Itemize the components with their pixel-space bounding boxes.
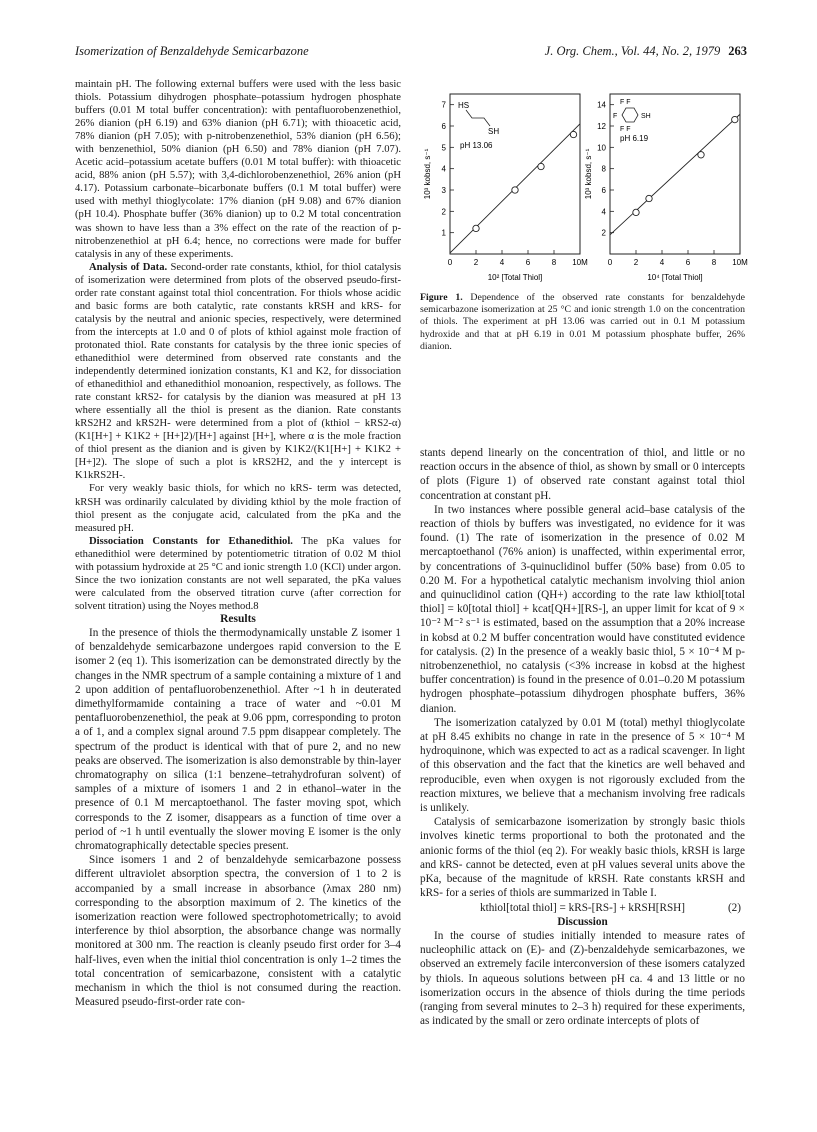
- paragraph: In two instances where possible general acid–base catalysis of the reaction of thiols by buffers was investigated, no evidence for it was found. (1) The rate of isomerization in the presence of 0.02 M mercaptoethanol (76% anion) is unaffected, within experimental error, by concentrations of 3-quinuclidinol buffer (50% base) from 0.05 to 0.20 M. For a hypothetical catalytic mechanism involving thiol anion and quinuclidinol cation (QH+) according to the rate law kthiol[total thiol] = k0[total thiol] + kcat[QH+][RS-], an upper limit for kcat of 9 × 10⁻² M⁻² s⁻¹ is estimated, based on the assumption that a 20% increase in kobsd at 0.2 M buffer concentration would have constituted evidence for catalysis. (2) In the presence of a weakly basic thiol, 5 × 10⁻⁴ M p-nitrobenzenethiol, no catalysis (<3% increase in kobsd at the highest buffer concentration) is found in the presence of 0.01–0.20 M potassium hydrogen phosphate–potassium dihydrogen phosphate buffers, 36% dianion.: [420, 503, 745, 715]
- x-tick-label: 6: [525, 258, 531, 267]
- ethanedithiol-structure-icon: [466, 110, 490, 126]
- panel-a-inset-label-2: SH: [488, 127, 500, 136]
- panel-b-inset-label-2: F F: [620, 126, 631, 133]
- data-point: [473, 225, 479, 231]
- figure-1-caption: [420, 292, 745, 353]
- paragraph-text: Second-order rate constants, kthiol, for thiol catalysis of isomerization were determined from plots of the observed pseudo-first-order rate constant against total thiol concentration. For thiols whose acidic and basic forms are both catalytic, rate constants kRSH and kRS- for catalysis by the neutral and anionic species, respectively, were determined from the intercepts at 1.0 and 0 of plots of kthiol against mole fraction of protonated thiol. Rate constants for catalysis by the three ionic species of ethanedithiol were determined from observed rate constants and the independently determined ionization constants, K1 and K2, for dissociation of ethanedithiol and ethanedithiol monoanion, respectively, as follows. The rate constant kRS2- for catalysis by the dianion was measured at pH 13 where essentially all the thiol is present as the dianion. Rate constants kRS2H2 and kRS2H- were determined from a plot of (kthiol − kRS2-α)(K1[H+] + K1K2 + [H+]2)/[H+] against [H+], where α is the mole fraction of thiol present as the dianion and is given by K1K2/(K1[H+] + K1K2 + [H+]2). The slope of such a plot is kRS2H2, and the y intercept is K1kRS2H-.: [75, 261, 402, 482]
- equation-2: [420, 901, 745, 915]
- y-tick-label: 10: [597, 143, 606, 153]
- journal-name: J. Org. Chem., Vol. 44, No. 2, 1979: [544, 44, 721, 58]
- y-tick-label: 2: [601, 228, 606, 238]
- paragraph-analysis: [75, 261, 401, 483]
- data-point: [570, 131, 576, 137]
- y-tick-label: 4: [441, 164, 446, 174]
- x-tick-label: 10M: [732, 258, 748, 267]
- panel-b-y-ticks: [597, 101, 614, 238]
- y-tick-label: 14: [597, 100, 606, 110]
- paragraph: In the presence of thiols the thermodynamically unstable Z isomer 1 of benzaldehyde semicarbazone undergoes rapid conversion to the E isomer 2 (eq 1). This isomerization can be demonstrated directly by the changes in the NMR spectrum of a sample containing a mixture of 1 and 2 upon addition of pentafluorobenzenethiol. After ~1 h in deuterated dimethylformamide containing a trace of water and ~0.01 M pentafluorobenzenethiol, the peak at 9.06 ppm, corresponding to proton a of 1, and a complex signal around 7.5 ppm disappear completely. The spectrum of the product is identical with that of pure 2, and no new peaks are observed. The isomerization is also demonstrable by thin-layer chromatography on silica (1:1 benzene–tetrahydrofuran solvent) of samples of a mixture of isomers 1 and 2 in ethanol–water in the presence of 0.1 M mercaptoethanol. The faster moving spot, which corresponds to the Z isomer, disappears as a function of time over a period of ~1 h until eventually the slower moving E isomer is the only chromatographically detectable species present.: [75, 626, 401, 853]
- panel-b-x-axis-label: 10⁴ [Total Thiol]: [647, 273, 703, 282]
- x-tick-label: 6: [685, 258, 691, 267]
- x-tick-label: 10M: [572, 258, 588, 267]
- y-tick-label: 7: [441, 100, 446, 110]
- equation-body: kthiol[total thiol] = kRS-[RS-] + kRSH[RSH]: [480, 901, 685, 914]
- paragraph: maintain pH. The following external buffers were used with the less basic thiols. Potassium dihydrogen phosphate–potassium hydrogen phosphate buffers (0.01 M total buffer concentration): with pentafluorobenzenethiol, 26% dianion (pH 6.19) and 63% dianion (pH 6.71); with thioacetic acid, 78% dianion (pH 7.05); with p-nitrobenzenethiol, 53% dianion (pH 6.56); with benzenethiol, 50% dianion (pH 6.50) and 78% dianion (pH 7.07). Acetic acid–potassium acetate buffers (0.01 M total buffer): with thioacetic acid, 88% anion (pH 5.57); with 3,4-dichlorobenzenethiol, 26% anion (pH 4.17). Potassium carbonate–bicarbonate buffers (0.1 M total buffer) were used with methyl thioglycolate: 17% dianion (pH 9.08) and 67% dianion (pH 10.4). Phosphate buffer (36% dianion) up to 0.2 M total concentration was shown to have less than a 3% effect on the rate of the reaction of p-nitrobenzenethiol at pH 6.4; hence, no corrections were made for buffer catalysis in any of these experiments.: [75, 79, 401, 260]
- x-tick-label: 2: [633, 258, 639, 267]
- panel-b-y-axis-label: 10³ kobsd, s⁻¹: [584, 148, 593, 200]
- data-point: [538, 163, 544, 169]
- data-point: [732, 116, 738, 122]
- data-point: [698, 152, 704, 158]
- y-tick-label: 4: [601, 207, 606, 217]
- x-tick-label: 8: [551, 258, 557, 267]
- run-in-heading: Analysis of Data.: [89, 261, 168, 273]
- pentafluorobenzenethiol-ring-icon: [622, 108, 638, 122]
- x-tick-label: 8: [711, 258, 717, 267]
- panel-a: [423, 94, 588, 282]
- panel-a-x-axis-label: 10² [Total Thiol]: [487, 273, 543, 282]
- y-tick-label: 1: [441, 228, 446, 238]
- run-in-heading: Dissociation Constants for Ethanedithiol.: [89, 535, 293, 547]
- paragraph: In the course of studies initially intended to measure rates of nucleophilic attack on (E)- and (Z)-benzaldehyde semicarbazones, we observed an extremely facile interconversion of these isomers catalyzed by thiols. In aqueous solutions between pH ca. 4 and 13 little or no isomerization occurs in the absence of thiols during the time periods (ranging from several minutes to 2–3 h) required for these experiments, as indicated by the small or zero ordinate intercepts of plots of: [420, 929, 745, 1028]
- right-column: [420, 446, 745, 1028]
- panel-a-y-ticks: [442, 101, 454, 238]
- data-point: [633, 209, 639, 215]
- y-tick-label: 2: [441, 207, 446, 217]
- paragraph: stants depend linearly on the concentration of thiol, and little or no reaction occurs in the absence of thiol, as shown by small or 0 intercepts of plots (Figure 1) of observed rate constant against total thiol concentration at constant pH.: [420, 447, 745, 502]
- paragraph-dissociation: [75, 535, 401, 613]
- results-body: [75, 626, 401, 1009]
- y-tick-label: 6: [441, 122, 446, 131]
- panel-a-y-axis-label: 10³ kobsd, s⁻¹: [423, 148, 432, 200]
- figure-1-plots: [420, 86, 748, 291]
- data-point: [512, 187, 518, 193]
- running-title: Isomerization of Benzaldehyde Semicarbazone: [75, 44, 309, 58]
- caption-label: Figure 1.: [420, 292, 463, 303]
- panel-a-frame: [450, 94, 580, 254]
- panel-a-x-ticks: [448, 250, 588, 267]
- section-heading-results: Results: [220, 612, 256, 625]
- page-number: 263: [728, 44, 747, 58]
- panel-b-inset-label: F F: [620, 99, 631, 106]
- section-heading-discussion: Discussion: [557, 915, 608, 928]
- x-tick-label: 0: [447, 258, 453, 267]
- equation-number: (2): [727, 901, 741, 914]
- paragraph: For very weakly basic thiols, for which no kRS- term was detected, kRSH was ordinarily calculated by dividing kthiol by the mole fraction of thiol present as the conjugate acid, calculated from the pKa and the measured pH.: [75, 483, 401, 534]
- panel-b: [584, 94, 748, 282]
- y-tick-label: 3: [441, 186, 446, 195]
- caption-text: Dependence of the observed rate constants for benzaldehyde semicarbazone isomerization at 25 °C and ionic strength 1.0 on the concentration of thiols. The experiment at pH 13.06 was carried out in 0.1 M potassium hydroxide and that at pH 6.19 in 0.01 M potassium phosphate buffer, 26% dianion.: [420, 292, 745, 352]
- panel-b-inset-sh: SH: [641, 113, 651, 120]
- paragraph: Catalysis of semicarbazone isomerization by strongly basic thiols involves kinetic terms proportional to both the protonated and the anionic forms of the thiol (eq 2). For weakly basic thiols, kRSH is large and kRS- cannot be detected, even at pH values several units above the pKa, because of the magnitude of kRSH. Rate constants kRSH and kRS- for a series of thiols are summarized in Table I.: [420, 816, 745, 900]
- panel-a-inset-label: HS: [458, 101, 470, 110]
- panel-b-x-ticks: [608, 250, 748, 267]
- figure-1: [420, 86, 748, 306]
- data-point: [646, 195, 652, 201]
- running-header: [75, 44, 747, 60]
- x-tick-label: 4: [659, 258, 665, 267]
- panel-b-ph-label: pH 6.19: [620, 134, 649, 143]
- panel-a-ph-label: pH 13.06: [460, 141, 493, 150]
- x-tick-label: 2: [473, 258, 479, 267]
- x-tick-label: 4: [499, 258, 505, 267]
- x-tick-label: 0: [607, 258, 613, 267]
- paragraph: The isomerization catalyzed by 0.01 M (total) methyl thioglycolate at pH 8.45 exhibits no change in rate in the presence of 5 × 10⁻⁴ M hydroquinone, which was expected to act as a radical scavenger. In light of this observation and the fact that the kinetics are well behaved and reproducible, even when oxygen is not rigorously excluded from the reaction mixtures, we believe that a mechanism involving free radicals is unlikely.: [420, 716, 745, 815]
- y-tick-label: 12: [597, 122, 606, 131]
- panel-b-inset-f: F: [613, 113, 618, 120]
- y-tick-label: 5: [441, 143, 446, 153]
- left-column: [75, 78, 401, 1009]
- journal-citation: [545, 44, 747, 59]
- y-tick-label: 6: [601, 186, 606, 195]
- paragraph-text: The pKa values for ethanedithiol were determined by potentiometric titration of 0.02 M thiol with potassium hydroxide at 25 °C and ionic strength 1.0 (KCl) under argon. Since the two ionization constants are not well separated, the pKa values were calculated from the observed titration curve (after correction for solvent titration) using the Noyes method.8: [75, 535, 402, 612]
- paragraph: Since isomers 1 and 2 of benzaldehyde semicarbazone possess different ultraviolet absorption spectra, the conversion of 1 to 2 is accompanied by a small increase in absorbance (λmax 280 nm) corresponding to the absorption maximum of 2. The kinetics of the isomerization reaction were followed spectrophotometrically; to avoid interference by thiol absorption, the absorbance change was normally monitored at 300 nm. The reaction is cleanly pseudo first order for 3–4 half-lives, even when the initial thiol concentration is only 1–2 times the total concentration of semicarbazone, consistent with a catalytic mechanism in which the thiol is not consumed during the reaction. Measured pseudo-first-order rate con-: [75, 854, 401, 1009]
- y-tick-label: 8: [601, 164, 606, 174]
